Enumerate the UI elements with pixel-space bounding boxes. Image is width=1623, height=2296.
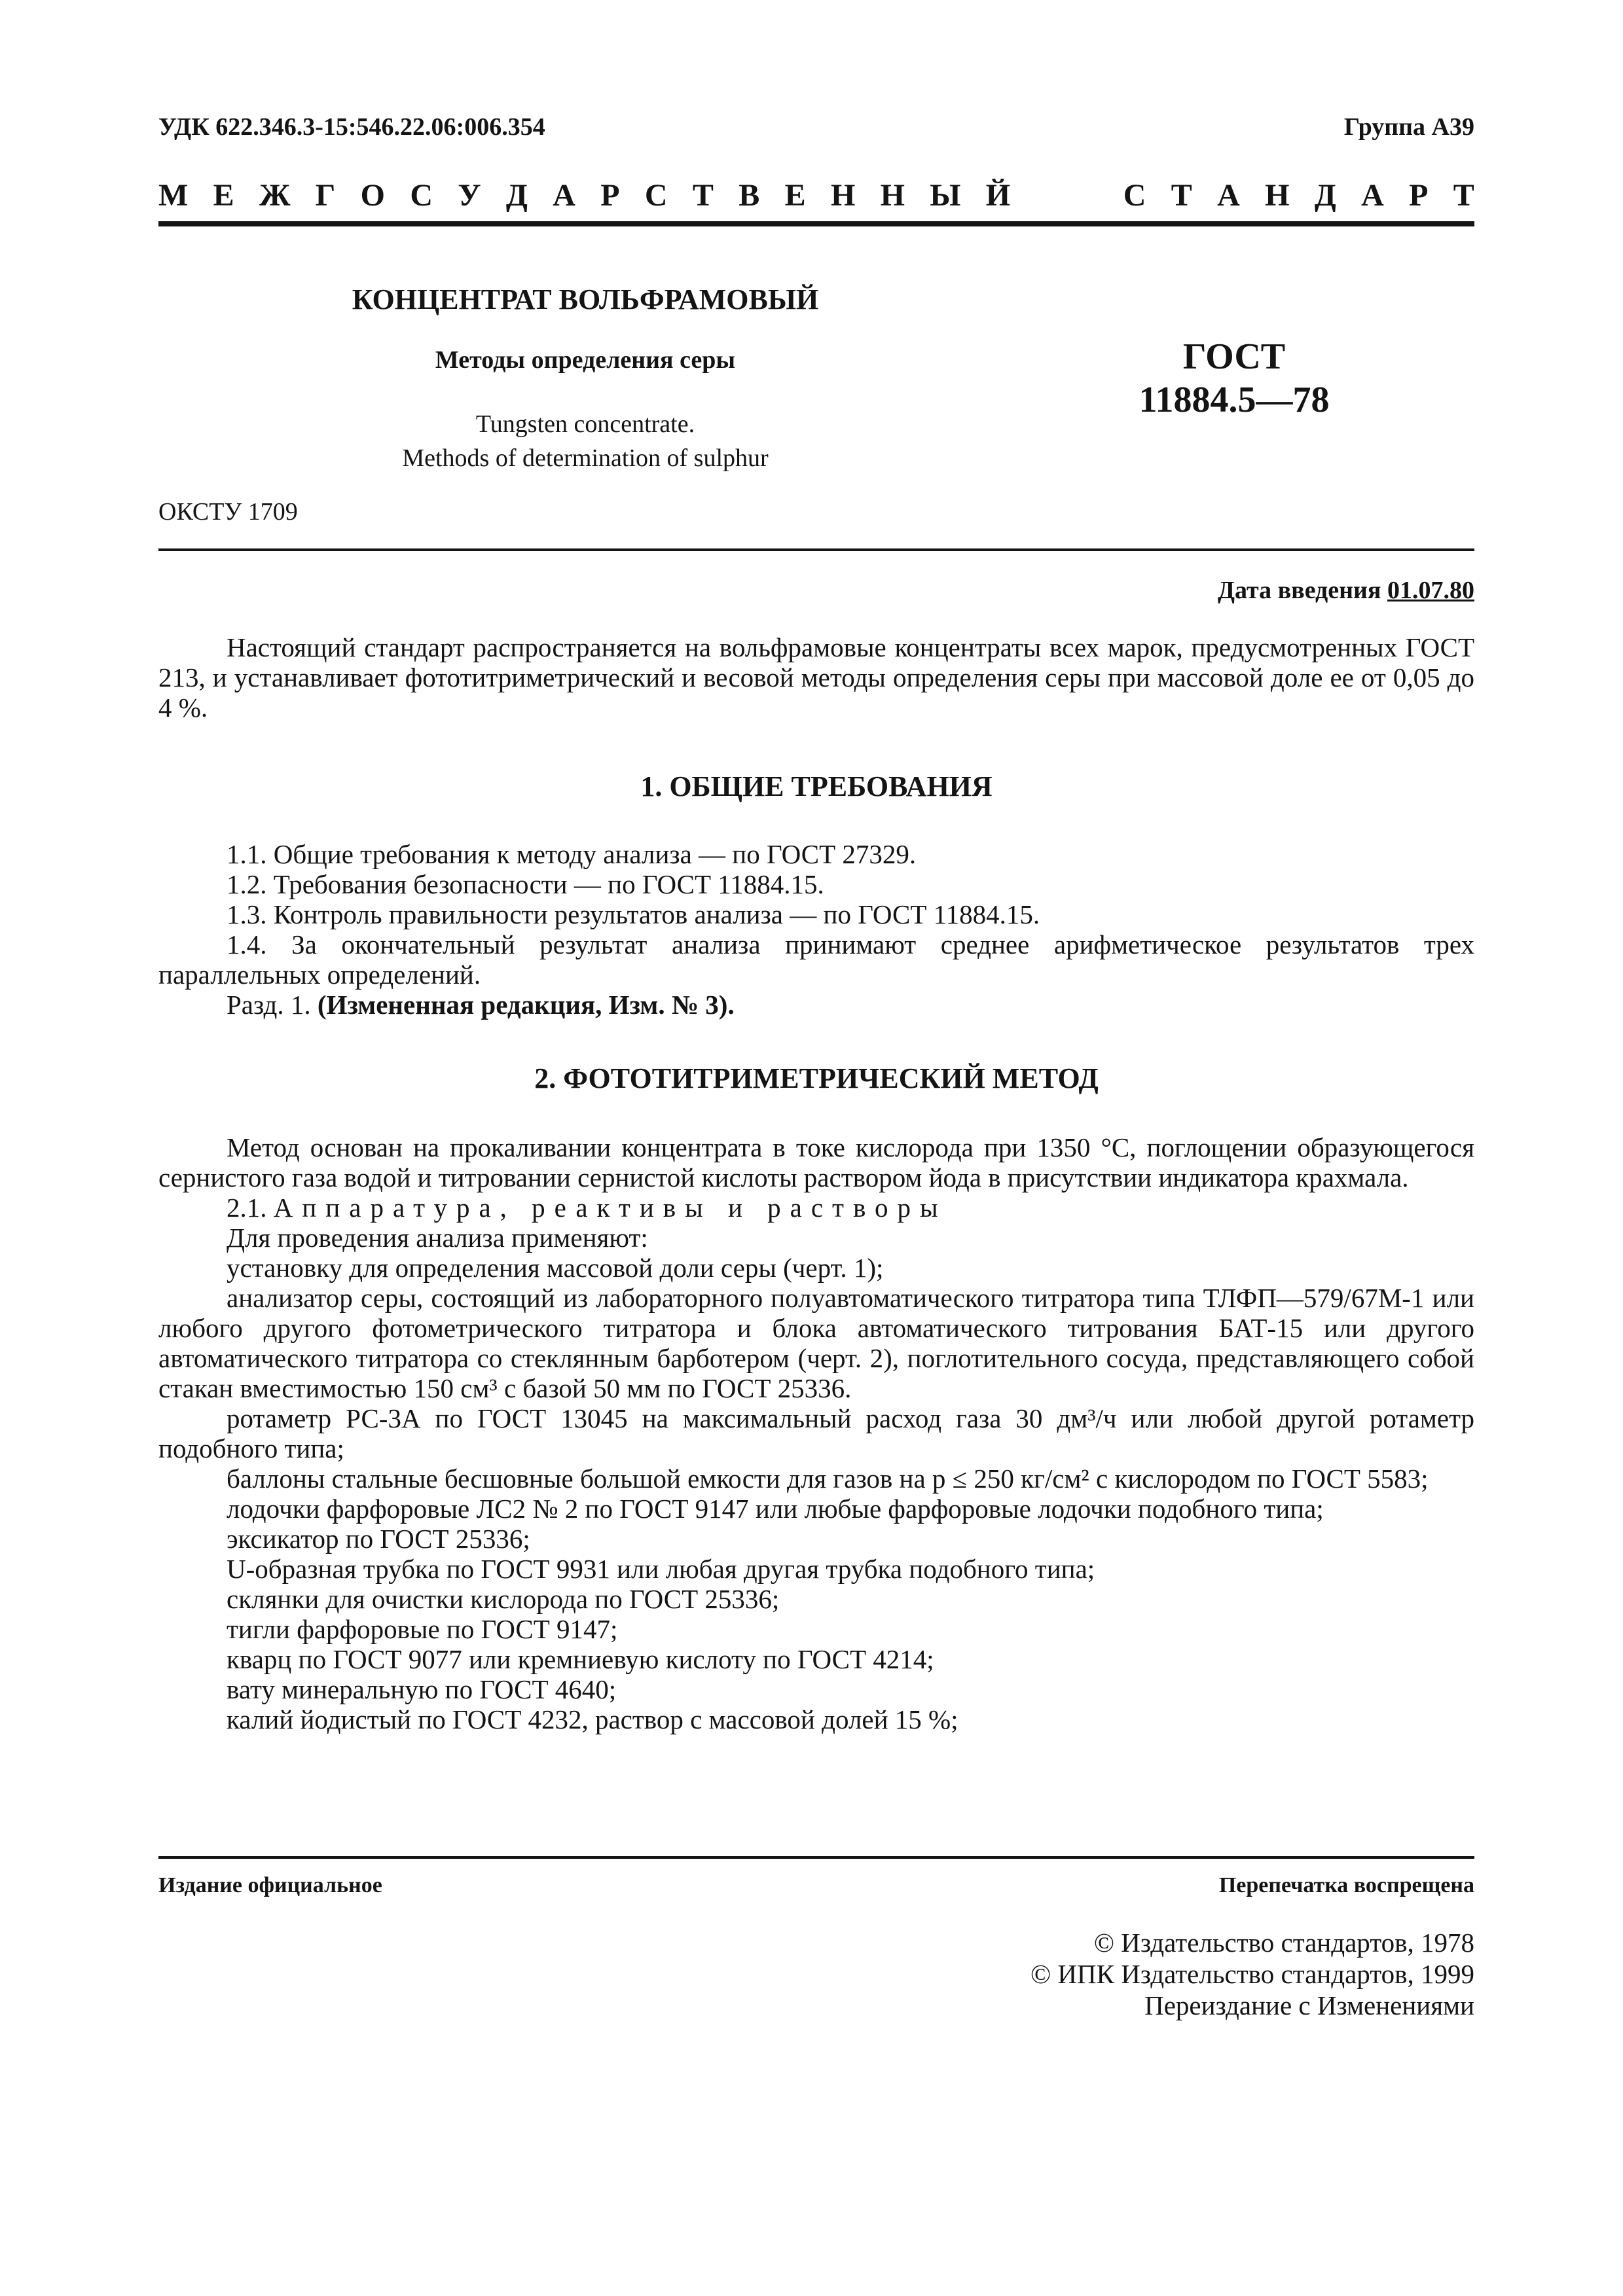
banner-letter: С [1123,177,1146,213]
banner-letter: Р [1409,177,1429,213]
clause-1-3: 1.3. Контроль правильности результатов анализа — по ГОСТ 11884.15. [227,899,1040,929]
section-2-heading: 2. ФОТОТИТРИМЕТРИЧЕСКИЙ МЕТОД [534,1062,1099,1094]
document-page [158,0,1474,2296]
gost-number [1093,335,1375,422]
banner-letter: Т [692,177,714,213]
banner-letter: Р [600,177,620,213]
clause-1-2: 1.2. Требования безопасности — по ГОСТ 11884.15. [227,869,824,899]
footer-rule [158,1856,1474,1859]
section-1-heading: 1. ОБЩИЕ ТРЕБОВАНИЯ [640,770,993,802]
document-title: КОНЦЕНТРАТ ВОЛЬФРАМОВЫЙ [352,283,819,315]
group-code: Группа А39 [1343,113,1474,141]
intro-paragraph [158,632,1474,723]
apparatus-item: установку для определения массовой доли серы (черт. 1); [227,1253,884,1283]
banner-letter: А [1217,177,1240,213]
copyright-line: © Издательство стандартов, 1978 [1093,1928,1474,1958]
introduction-date-value: 01.07.80 [1387,577,1474,604]
banner-letter: Ы [930,177,961,213]
banner-letter: Н [1265,177,1290,213]
banner-letter: В [739,177,760,213]
clause-1-4: 1.4. За окончательный результат анализа принимают среднее арифметическое результатов трех параллельных определений. [158,929,1474,990]
method-principle: Метод основан на прокаливании концентрата в токе кислорода при 1350 °С, поглощении образующегося сернистого газа водой и титровании сернистой кислоты раствором йода в присутствии индикатора крахмала. [158,1132,1474,1193]
header-rule [158,221,1474,226]
apparatus-intro: Для проведения анализа применяют: [227,1223,648,1253]
official-edition: Издание официальное [158,1873,382,1897]
amendment-note [158,990,1474,1020]
banner-letter: О [360,177,385,213]
banner-letter: Н [830,177,856,213]
banner-letter: Й [985,177,1011,213]
english-title-line: Methods of determination of sulphur [402,444,769,472]
banner-letter: У [458,177,481,213]
banner-letter: Д [505,177,528,213]
apparatus-item: кварц по ГОСТ 9077 или кремниевую кислоту по ГОСТ 4214; [227,1644,934,1674]
amendment-text: (Измененная редакция, Изм. № 3). [317,990,735,1020]
banner-letter: Т [1171,177,1192,213]
apparatus-item: эксикатор по ГОСТ 25336; [227,1524,530,1554]
document-subtitle: Методы определения серы [435,346,736,374]
udk-code: УДК 622.346.3-15:546.22.06:006.354 [158,113,545,141]
gost-code: 11884.5—78 [1139,380,1330,420]
reissue-note: Переиздание с Изменениями [1144,1990,1474,2020]
oksty-code: ОКСТУ 1709 [158,498,298,526]
banner-letter: А [553,177,575,213]
english-title-line: Tungsten concentrate. [475,410,695,438]
banner-letter: С [644,177,668,213]
amendment-prefix: Разд. 1. [227,990,311,1020]
apparatus-item: баллоны стальные бесшовные большой емкости для газов на p ≤ 250 кг/см² с кислородом по ГОСТ 5583; [227,1463,1429,1494]
apparatus-item: лодочки фарфоровые ЛС2 № 2 по ГОСТ 9147 или любые фарфоровые лодочки подобного типа; [227,1494,1324,1524]
banner-letter: Г [315,177,336,213]
clause-2-1-title: Аппаратура, реактивы и растворы [273,1193,947,1223]
banner-letter: Д [1314,177,1336,213]
clause-2-1-number: 2.1. [227,1193,267,1223]
copyright-line: © ИПК Издательство стандартов, 1999 [1030,1959,1474,1989]
apparatus-item: ротаметр РС-3А по ГОСТ 13045 на максимальный расход газа 30 дм³/ч или любой другой ротаметр подобного типа; [158,1403,1474,1463]
banner-letter: С [410,177,433,213]
introduction-date [1218,576,1474,605]
reprint-prohibited: Перепечатка воспрещена [1218,1873,1474,1897]
section-1-body [158,839,1474,1020]
interstate-standard-banner [158,175,1474,215]
apparatus-item: калий йодистый по ГОСТ 4232, раствор с массовой долей 15 %; [227,1704,958,1734]
apparatus-item: тигли фарфоровые по ГОСТ 9147; [227,1614,618,1644]
title-rule [158,548,1474,551]
english-title [343,407,828,475]
clause-2-1 [158,1193,1474,1223]
banner-letter: А [1361,177,1384,213]
introduction-date-label: Дата введения [1217,577,1381,604]
apparatus-item: U-образная трубка по ГОСТ 9931 или любая другая трубка подобного типа; [227,1554,1095,1584]
gost-label: ГОСТ [1182,336,1286,377]
banner-letter: Н [880,177,905,213]
apparatus-item: вату минеральную по ГОСТ 4640; [227,1674,617,1704]
copyright-block [1030,1927,1474,2021]
banner-letter: Е [784,177,806,213]
clause-1-1: 1.1. Общие требования к методу анализа — по ГОСТ 27329. [227,839,917,869]
banner-letter: Ж [259,177,291,213]
banner-letter: Т [1453,177,1474,213]
section-2-body [158,1132,1474,1734]
apparatus-item: анализатор серы, состоящий из лабораторного полуавтоматического титратора типа ТЛФП—579/67М-1 или любого другого фотометрического титратора и блока автоматического титрования БАТ-15 или другого автоматического титратора со стеклянным барботером (черт. 2), поглотительного сосуда, представляющего собой стакан вместимостью 150 см³ с базой 50 мм по ГОСТ 25336. [158,1283,1474,1403]
banner-letter: М [158,177,189,213]
intro-text: Настоящий стандарт распространяется на вольфрамовые концентраты всех марок, предусмотренных ГОСТ 213, и устанавливает фототитриметрический и весовой методы определения серы при массовой доле ее от 0,05 до 4 %. [158,632,1474,723]
banner-letter: Е [213,177,234,213]
apparatus-item: склянки для очистки кислорода по ГОСТ 25336; [227,1584,780,1614]
